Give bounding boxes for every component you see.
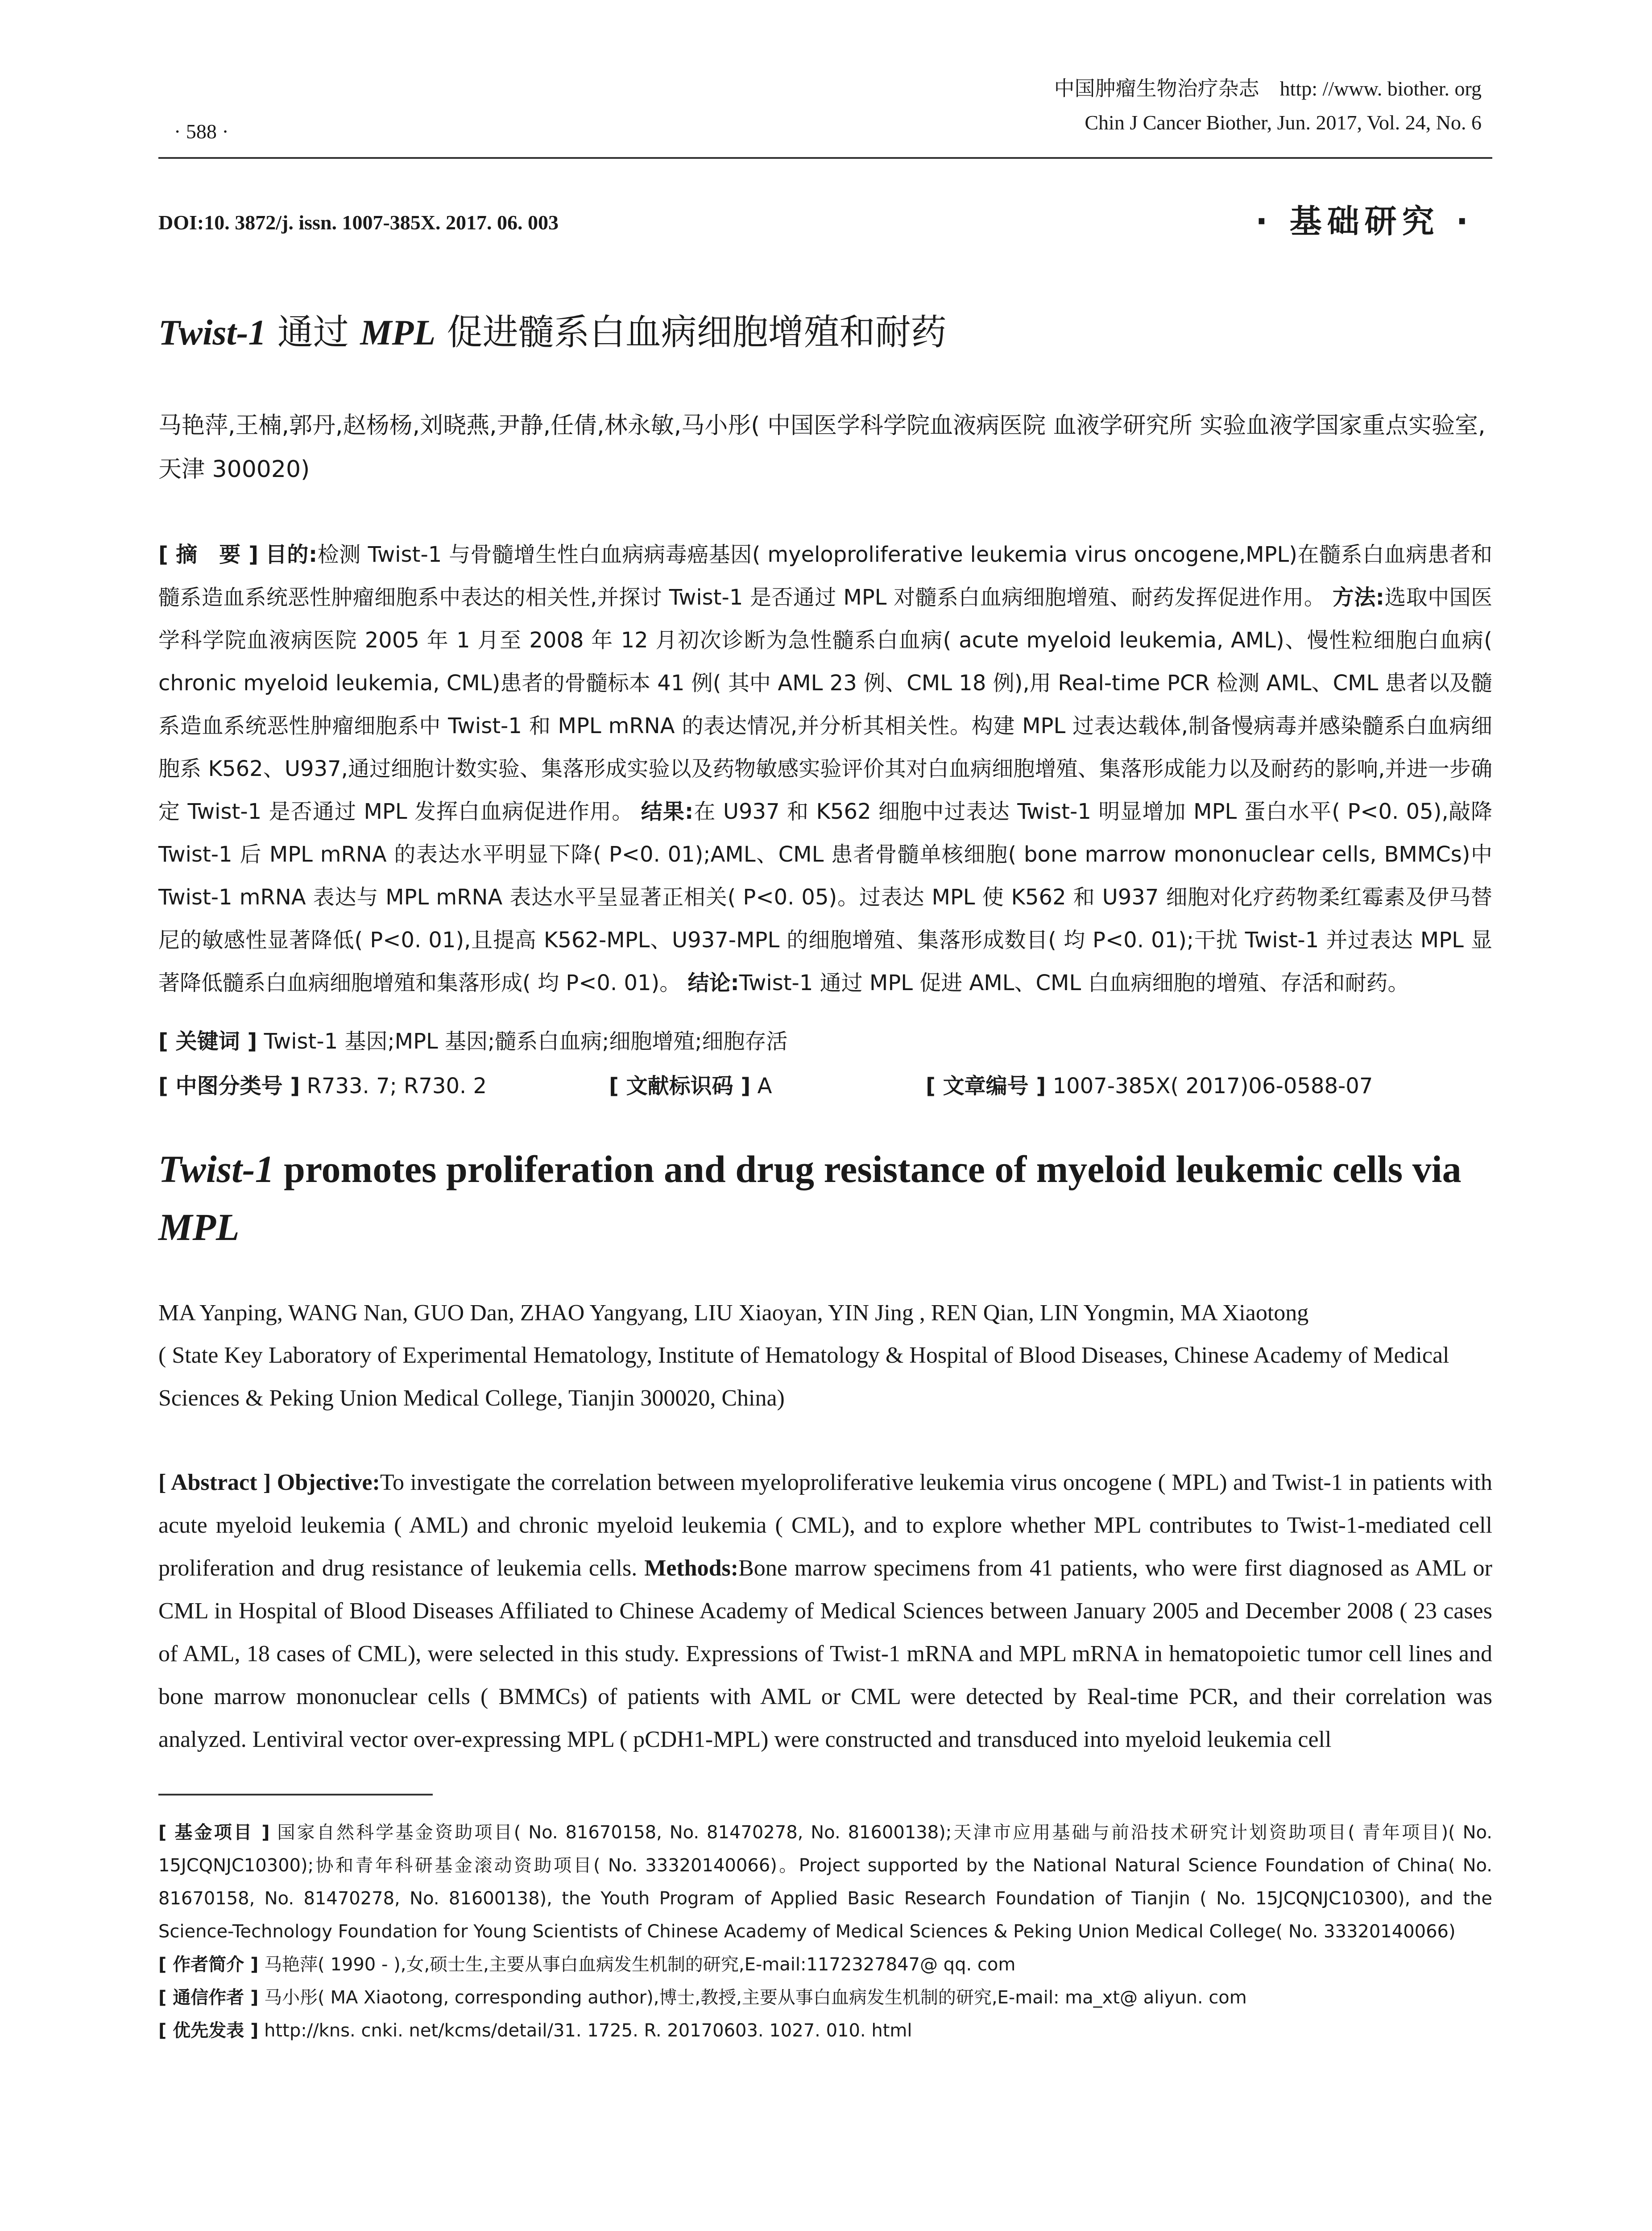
footnote-author-text: 马艳萍( 1990 - ),女,硕士生,主要从事白血病发生机制的研究,E-mail:1172327847@ qq. com [264, 1954, 1016, 1975]
affiliation-en: ( State Key Laboratory of Experimental Hematology, Institute of Hematology & Hospital of Blood Diseases, Chinese Academy of Medical Sciences & Peking Union Medical College, Tianjin 300020, China) [158, 1343, 1449, 1411]
title-en [158, 1140, 1492, 1256]
abstract-cn-label: [ 摘 要 ] [158, 542, 259, 567]
abstract-cn-objective-label: 目的: [265, 542, 318, 567]
doi-line: DOI:10. 3872/j. issn. 1007-385X. 2017. 06. 003 [158, 211, 559, 234]
footnote-author [158, 1948, 1492, 1981]
footnote-corresponding-label: [ 通信作者 ] [158, 1987, 259, 2008]
title-cn [158, 303, 947, 355]
clc-label: [ 中图分类号 ] [158, 1074, 300, 1099]
journal-citation-en: Chin J Cancer Biother, Jun. 2017, Vol. 24, No. 6 [1085, 111, 1482, 134]
abstract-cn-conclusion: Twist-1 通过 MPL 促进 AML、CML 白血病细胞的增殖、存活和耐药。 [739, 970, 1409, 995]
article-number-group [926, 1069, 1373, 1099]
header-divider [158, 157, 1492, 159]
doc-code-label: [ 文献标识码 ] [609, 1074, 751, 1099]
footnote-priority-label: [ 优先发表 ] [158, 2020, 259, 2041]
keywords-cn [158, 1024, 788, 1055]
authors-cn: 马艳萍,王楠,郭丹,赵杨杨,刘晓燕,尹静,任倩,林永敏,马小彤( 中国医学科学院血液病医院 血液学研究所 实验血液学国家重点实验室,天津 300020) [158, 412, 1486, 483]
abstract-cn-results: 在 U937 和 K562 细胞中过表达 Twist-1 明显增加 MPL 蛋白水平( P<0. 05),敲降 Twist-1 后 MPL mRNA 的表达水平明显下降( P<0. 01);AML、CML 患者骨髓单核细胞( bone marrow mononuclear cells, BMMCs)中 Twist-1 mRNA 表达与 MPL mRNA 表达水平呈显著正相关( P<0. 05)。过表达 MPL 使 K562 和 U937 细胞对化疗药物柔红霉素及伊马替尼的敏感性显著降低( P<0. 01),且提高 K562-MPL、U937-MPL 的细胞增殖、集落形成数目( 均 P<0. 01);干扰 Twist-1 并过表达 MPL 显著降低髓系白血病细胞增殖和集落形成( 均 P<0. 01)。 [158, 799, 1492, 995]
page-number: · 588 · [174, 120, 229, 143]
footnote-funding [158, 1816, 1492, 1948]
footnote-priority [158, 2014, 1492, 2047]
clc-value: R733. 7; R730. 2 [306, 1074, 487, 1099]
doc-code-value: A [757, 1074, 772, 1099]
article-number-label: [ 文章编号 ] [926, 1074, 1046, 1099]
keywords-cn-label: [ 关键词 ] [158, 1029, 257, 1054]
title-cn-gene2: MPL [360, 313, 436, 352]
journal-name-cn: 中国肿瘤生物治疗杂志 http: //www. biother. org [1054, 77, 1482, 100]
footnote-funding-text: 国家自然科学基金资助项目( No. 81670158, No. 81470278, No. 81600138);天津市应用基础与前沿技术研究计划资助项目( 青年项目)( No. 15JCQNJC10300);协和青年科研基金滚动资助项目( No. 33320140066)。Project supported by the National Natural Science Foundation of China( No. 81670158, No. 81470278, No. 81600138), the Youth Program of Applied Basic Research Foundation of Tianjin ( No. 15JCQNJC10300), and the Science-Technology Foundation for Young Scientists of Chinese Academy of Medical Sciences & Peking Union Medical College( No. 33320140066) [158, 1822, 1492, 1942]
footnote-divider [158, 1794, 433, 1796]
footnote-funding-label: [ 基金项目 ] [158, 1822, 270, 1843]
abstract-en-methods-label: Methods: [644, 1555, 739, 1581]
footnotes [158, 1816, 1492, 2047]
footnote-author-label: [ 作者简介 ] [158, 1954, 259, 1975]
title-cn-part2: 促进髓系白血病细胞增殖和耐药 [435, 311, 947, 353]
authors-en: MA Yanping, WANG Nan, GUO Dan, ZHAO Yangyang, LIU Xiaoyan, YIN Jing , REN Qian, LIN Yongmin, MA Xiaotong [158, 1300, 1309, 1326]
title-en-part1: promotes proliferation and drug resistance of myeloid leukemic cells via [274, 1148, 1462, 1190]
title-cn-part1: 通过 [266, 311, 360, 353]
title-en-gene2: MPL [158, 1206, 240, 1248]
abstract-cn-methods: 选取中国医学科学院血液病医院 2005 年 1 月至 2008 年 12 月初次诊断为急性髓系白血病( acute myeloid leukemia, AML)、慢性粒细胞白血病( chronic myeloid leukemia, CML)患者的骨髓标本 41 例( 其中 AML 23 例、CML 18 例),用 Real-time PCR 检测 AML、CML 患者以及髓系造血系统恶性肿瘤细胞系中 Twist-1 和 MPL mRNA 的表达情况,并分析其相关性。构建 MPL 过表达载体,制备慢病毒并感染髓系白血病细胞系 K562、U937,通过细胞计数实验、集落形成实验以及药物敏感实验评价其对白血病细胞增殖、集落形成能力以及耐药的影响,并进一步确定 Twist-1 是否通过 MPL 发挥白血病促进作用。 [158, 585, 1492, 824]
article-number-value: 1007-385X( 2017)06-0588-07 [1052, 1074, 1373, 1099]
abstract-cn-methods-label: 方法: [1332, 585, 1384, 610]
doc-code-group [609, 1069, 772, 1099]
abstract-cn [158, 533, 1492, 1004]
abstract-cn-objective: 检测 Twist-1 与骨髓增生性白血病病毒癌基因( myeloproliferative leukemia virus oncogene,MPL)在髓系白血病患者和髓系造血系统恶性肿瘤细胞系中表达的相关性,并探讨 Twist-1 是否通过 MPL 对髓系白血病细胞增殖、耐药发挥促进作用。 [158, 542, 1492, 610]
abstract-en-methods: Bone marrow specimens from 41 patients, who were first diagnosed as AML or CML in Hospital of Blood Diseases Affiliated to Chinese Academy of Medical Sciences between January 2005 and December 2008 ( 23 cases of AML, 18 cases of CML), were selected in this study. Expressions of Twist-1 mRNA and MPL mRNA in hematopoietic tumor cell lines and bone marrow mononuclear cells ( BMMCs) of patients with AML or CML were detected by Real-time PCR, and their correlation was analyzed. Lentiviral vector over-expressing MPL ( pCDH1-MPL) were constructed and transduced into myeloid leukemia cell [158, 1555, 1492, 1752]
section-label: · 基础研究 · [1255, 203, 1474, 240]
title-en-gene1: Twist-1 [158, 1148, 274, 1190]
footnote-priority-link[interactable]: http://kns. cnki. net/kcms/detail/31. 1725. R. 20170603. 1027. 010. html [264, 2020, 912, 2041]
footnote-corresponding-text: 马小彤( MA Xiaotong, corresponding author),博士,教授,主要从事白血病发生机制的研究,E-mail: ma_xt@ aliyun. com [264, 1987, 1247, 2008]
abstract-cn-conclusion-label: 结论: [687, 970, 739, 995]
title-cn-gene1: Twist-1 [158, 313, 266, 352]
keywords-cn-value: Twist-1 基因;MPL 基因;髓系白血病;细胞增殖;细胞存活 [264, 1029, 788, 1054]
abstract-en-objective: To investigate the correlation between myeloproliferative leukemia virus oncogene ( MPL) and Twist-1 in patients with acute myeloid leukemia ( AML) and chronic myeloid leukemia ( CML), and to explore whether MPL contributes to Twist-1-mediated cell proliferation and drug resistance of leukemia cells. [158, 1470, 1493, 1581]
footnote-corresponding [158, 1981, 1492, 2014]
abstract-en [158, 1461, 1492, 1761]
abstract-cn-results-label: 结果: [641, 799, 694, 824]
abstract-en-label: [ Abstract ] [158, 1470, 271, 1495]
clc-group [158, 1069, 487, 1099]
abstract-en-objective-label: Objective: [277, 1470, 380, 1495]
